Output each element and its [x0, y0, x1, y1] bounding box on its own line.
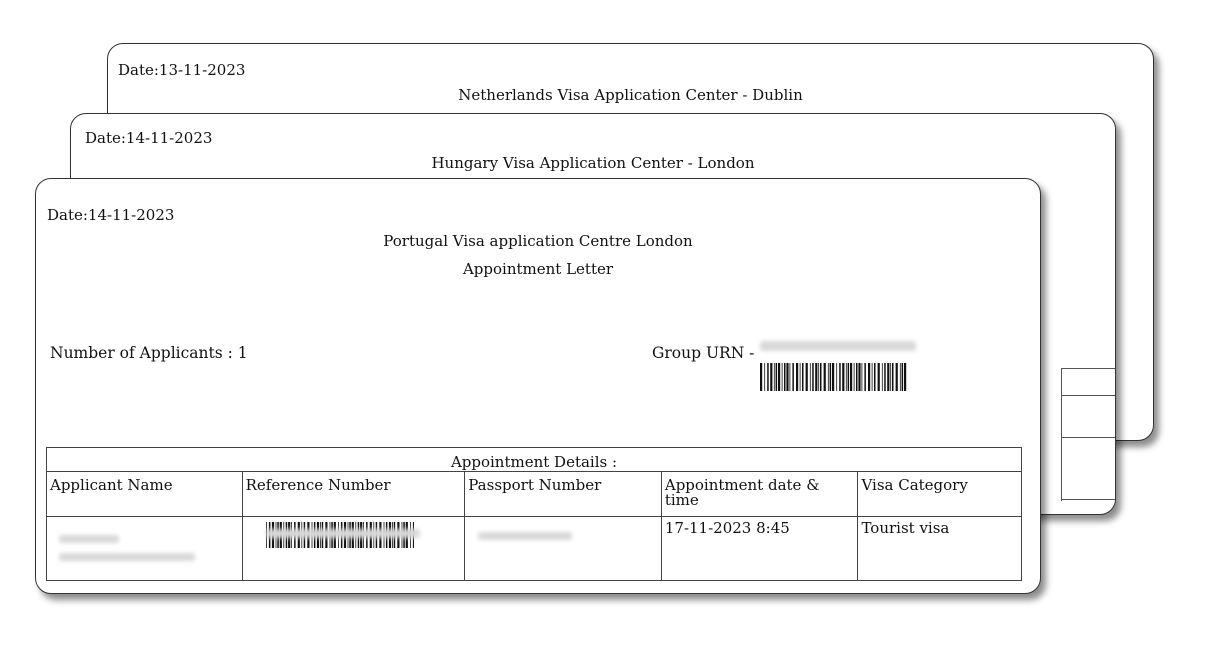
applicant-name-redacted — [59, 553, 195, 561]
visa-center-title: Netherlands Visa Application Center - Dublin — [458, 86, 803, 104]
header-applicant-name: Applicant Name — [47, 472, 243, 517]
visa-category-cell: Tourist visa — [858, 517, 1022, 581]
table-row — [47, 517, 1022, 581]
header-reference-number: Reference Number — [242, 472, 465, 517]
number-of-applicants: Number of Applicants : 1 — [50, 344, 248, 362]
group-urn-redacted — [760, 341, 916, 351]
table-caption: Appointment Details : — [47, 448, 1022, 472]
visa-center-title: Portugal Visa application Centre London — [383, 232, 693, 250]
passport-number-redacted — [478, 532, 572, 540]
reference-number-redacted — [266, 529, 420, 538]
letter-title: Appointment Letter — [462, 260, 614, 278]
appointment-details-table — [46, 447, 1022, 581]
header-appointment-datetime: Appointment date & time — [661, 472, 858, 517]
group-urn-label: Group URN - — [652, 344, 755, 362]
passport-number-cell — [465, 517, 662, 581]
appointment-datetime-cell: 17-11-2023 8:45 — [661, 517, 858, 581]
letter-date: Date:13-11-2023 — [118, 61, 246, 79]
letter-date: Date:14-11-2023 — [85, 129, 213, 147]
partial-table-edge — [1061, 368, 1116, 501]
group-urn-barcode — [760, 363, 908, 391]
visa-center-title: Hungary Visa Application Center - London — [431, 154, 755, 172]
applicant-name-redacted — [59, 535, 119, 543]
table-header-row — [47, 472, 1022, 517]
letter-date: Date:14-11-2023 — [47, 206, 175, 224]
reference-number-cell — [242, 517, 465, 581]
header-passport-number: Passport Number — [465, 472, 662, 517]
header-visa-category: Visa Category — [858, 472, 1022, 517]
appointment-letter-card-portugal — [35, 178, 1041, 594]
applicant-name-cell — [47, 517, 243, 581]
